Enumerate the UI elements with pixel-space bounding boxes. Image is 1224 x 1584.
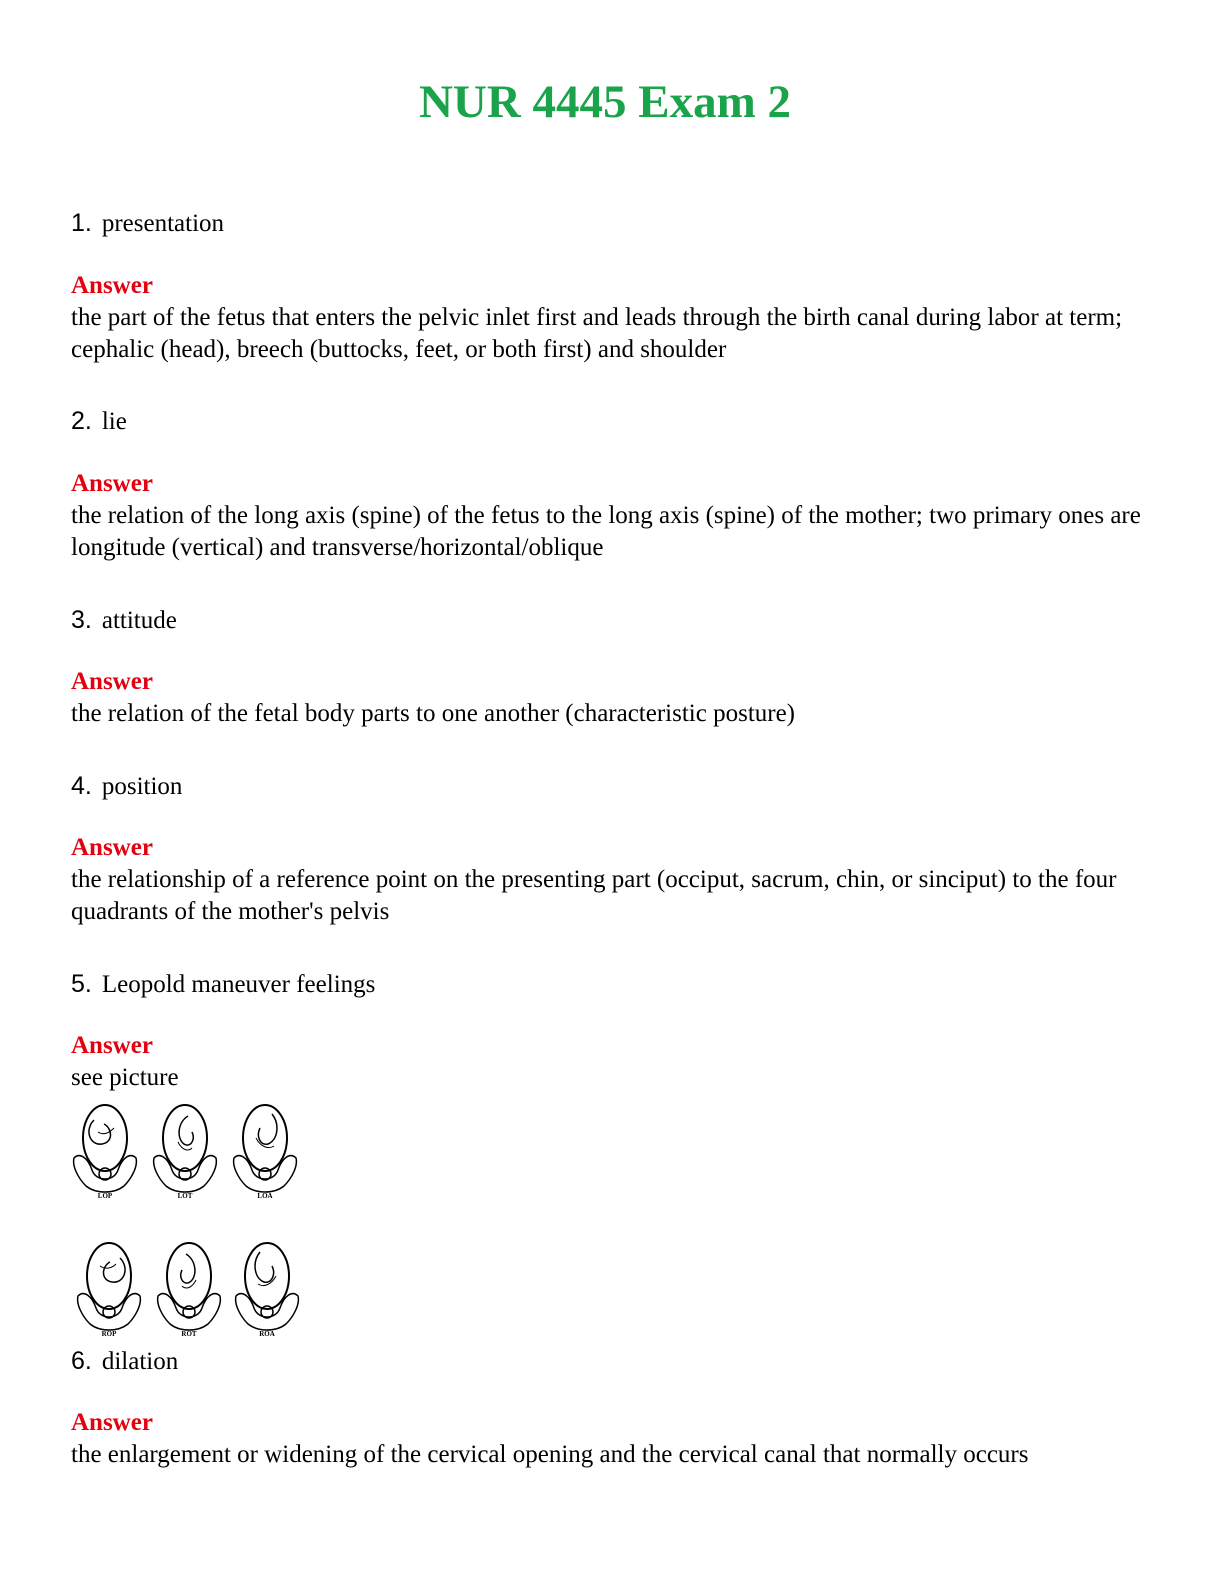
question-number: 2.: [71, 407, 92, 435]
answer-label: Answer: [71, 668, 153, 695]
fetal-position-figure-row-2: [68, 1240, 304, 1340]
fetal-position-diagram: [230, 1240, 304, 1340]
figure-label: LOP: [97, 1192, 113, 1200]
question-term: position: [101, 773, 183, 800]
question-2: [71, 405, 127, 438]
question-number: 4.: [71, 772, 92, 800]
answer-text: the relationship of a reference point on the presenting part (occiput, sacrum, chin, or sinciput) to the four quadrants of the mother's pelvis: [71, 866, 1117, 925]
answer-label: Answer: [71, 272, 153, 299]
fetal-position-diagram: [72, 1240, 146, 1340]
fetal-position-diagram: [228, 1102, 302, 1202]
question-number: 3.: [71, 606, 92, 634]
question-6: [71, 1345, 178, 1378]
pelvis-illustration: [68, 1102, 142, 1194]
pelvis-illustration: [228, 1102, 302, 1194]
answer-text: the part of the fetus that enters the pelvic inlet first and leads through the birth canal during labor at term; cephalic (head), breech (buttocks, feet, or both first) and shoulder: [71, 304, 1123, 363]
question-number: 5.: [71, 970, 92, 998]
figure-label: LOA: [257, 1192, 273, 1200]
answer-label: Answer: [71, 834, 153, 861]
pelvis-illustration: [72, 1240, 146, 1332]
answer-label: Answer: [71, 1409, 153, 1436]
question-term: lie: [101, 408, 127, 435]
figure-label: ROT: [181, 1330, 197, 1338]
answer-text: the relation of the long axis (spine) of the fetus to the long axis (spine) of the mother; two primary ones are longitude (vertical) and transverse/horizontal/oblique: [71, 502, 1141, 561]
question-number: 6.: [71, 1347, 92, 1375]
question-5: [71, 968, 375, 1001]
question-term: attitude: [101, 607, 177, 634]
fetal-position-diagram: [152, 1240, 226, 1340]
question-term: Leopold maneuver feelings: [101, 971, 376, 998]
answer-text: the relation of the fetal body parts to one another (characteristic posture): [71, 700, 796, 727]
question-4: [71, 770, 182, 803]
figure-label: LOT: [177, 1192, 193, 1200]
pelvis-illustration: [152, 1240, 226, 1332]
question-1: [71, 207, 224, 240]
question-3: [71, 604, 177, 637]
fetal-position-diagram: [148, 1102, 222, 1202]
pelvis-illustration: [230, 1240, 304, 1332]
page-title: NUR 4445 Exam 2: [418, 76, 792, 128]
answer-label: Answer: [71, 1032, 153, 1059]
figure-label: ROA: [259, 1330, 275, 1338]
question-term: dilation: [101, 1348, 179, 1375]
fetal-position-diagram: [68, 1102, 142, 1202]
answer-label: Answer: [71, 470, 153, 497]
answer-text: the enlargement or widening of the cervical opening and the cervical canal that normally occurs: [71, 1441, 1029, 1468]
pelvis-illustration: [148, 1102, 222, 1194]
figure-label: ROP: [101, 1330, 117, 1338]
fetal-position-figure-row-1: [68, 1102, 304, 1202]
answer-text: see picture: [71, 1064, 179, 1091]
question-term: presentation: [101, 210, 225, 237]
question-number: 1.: [71, 209, 92, 237]
